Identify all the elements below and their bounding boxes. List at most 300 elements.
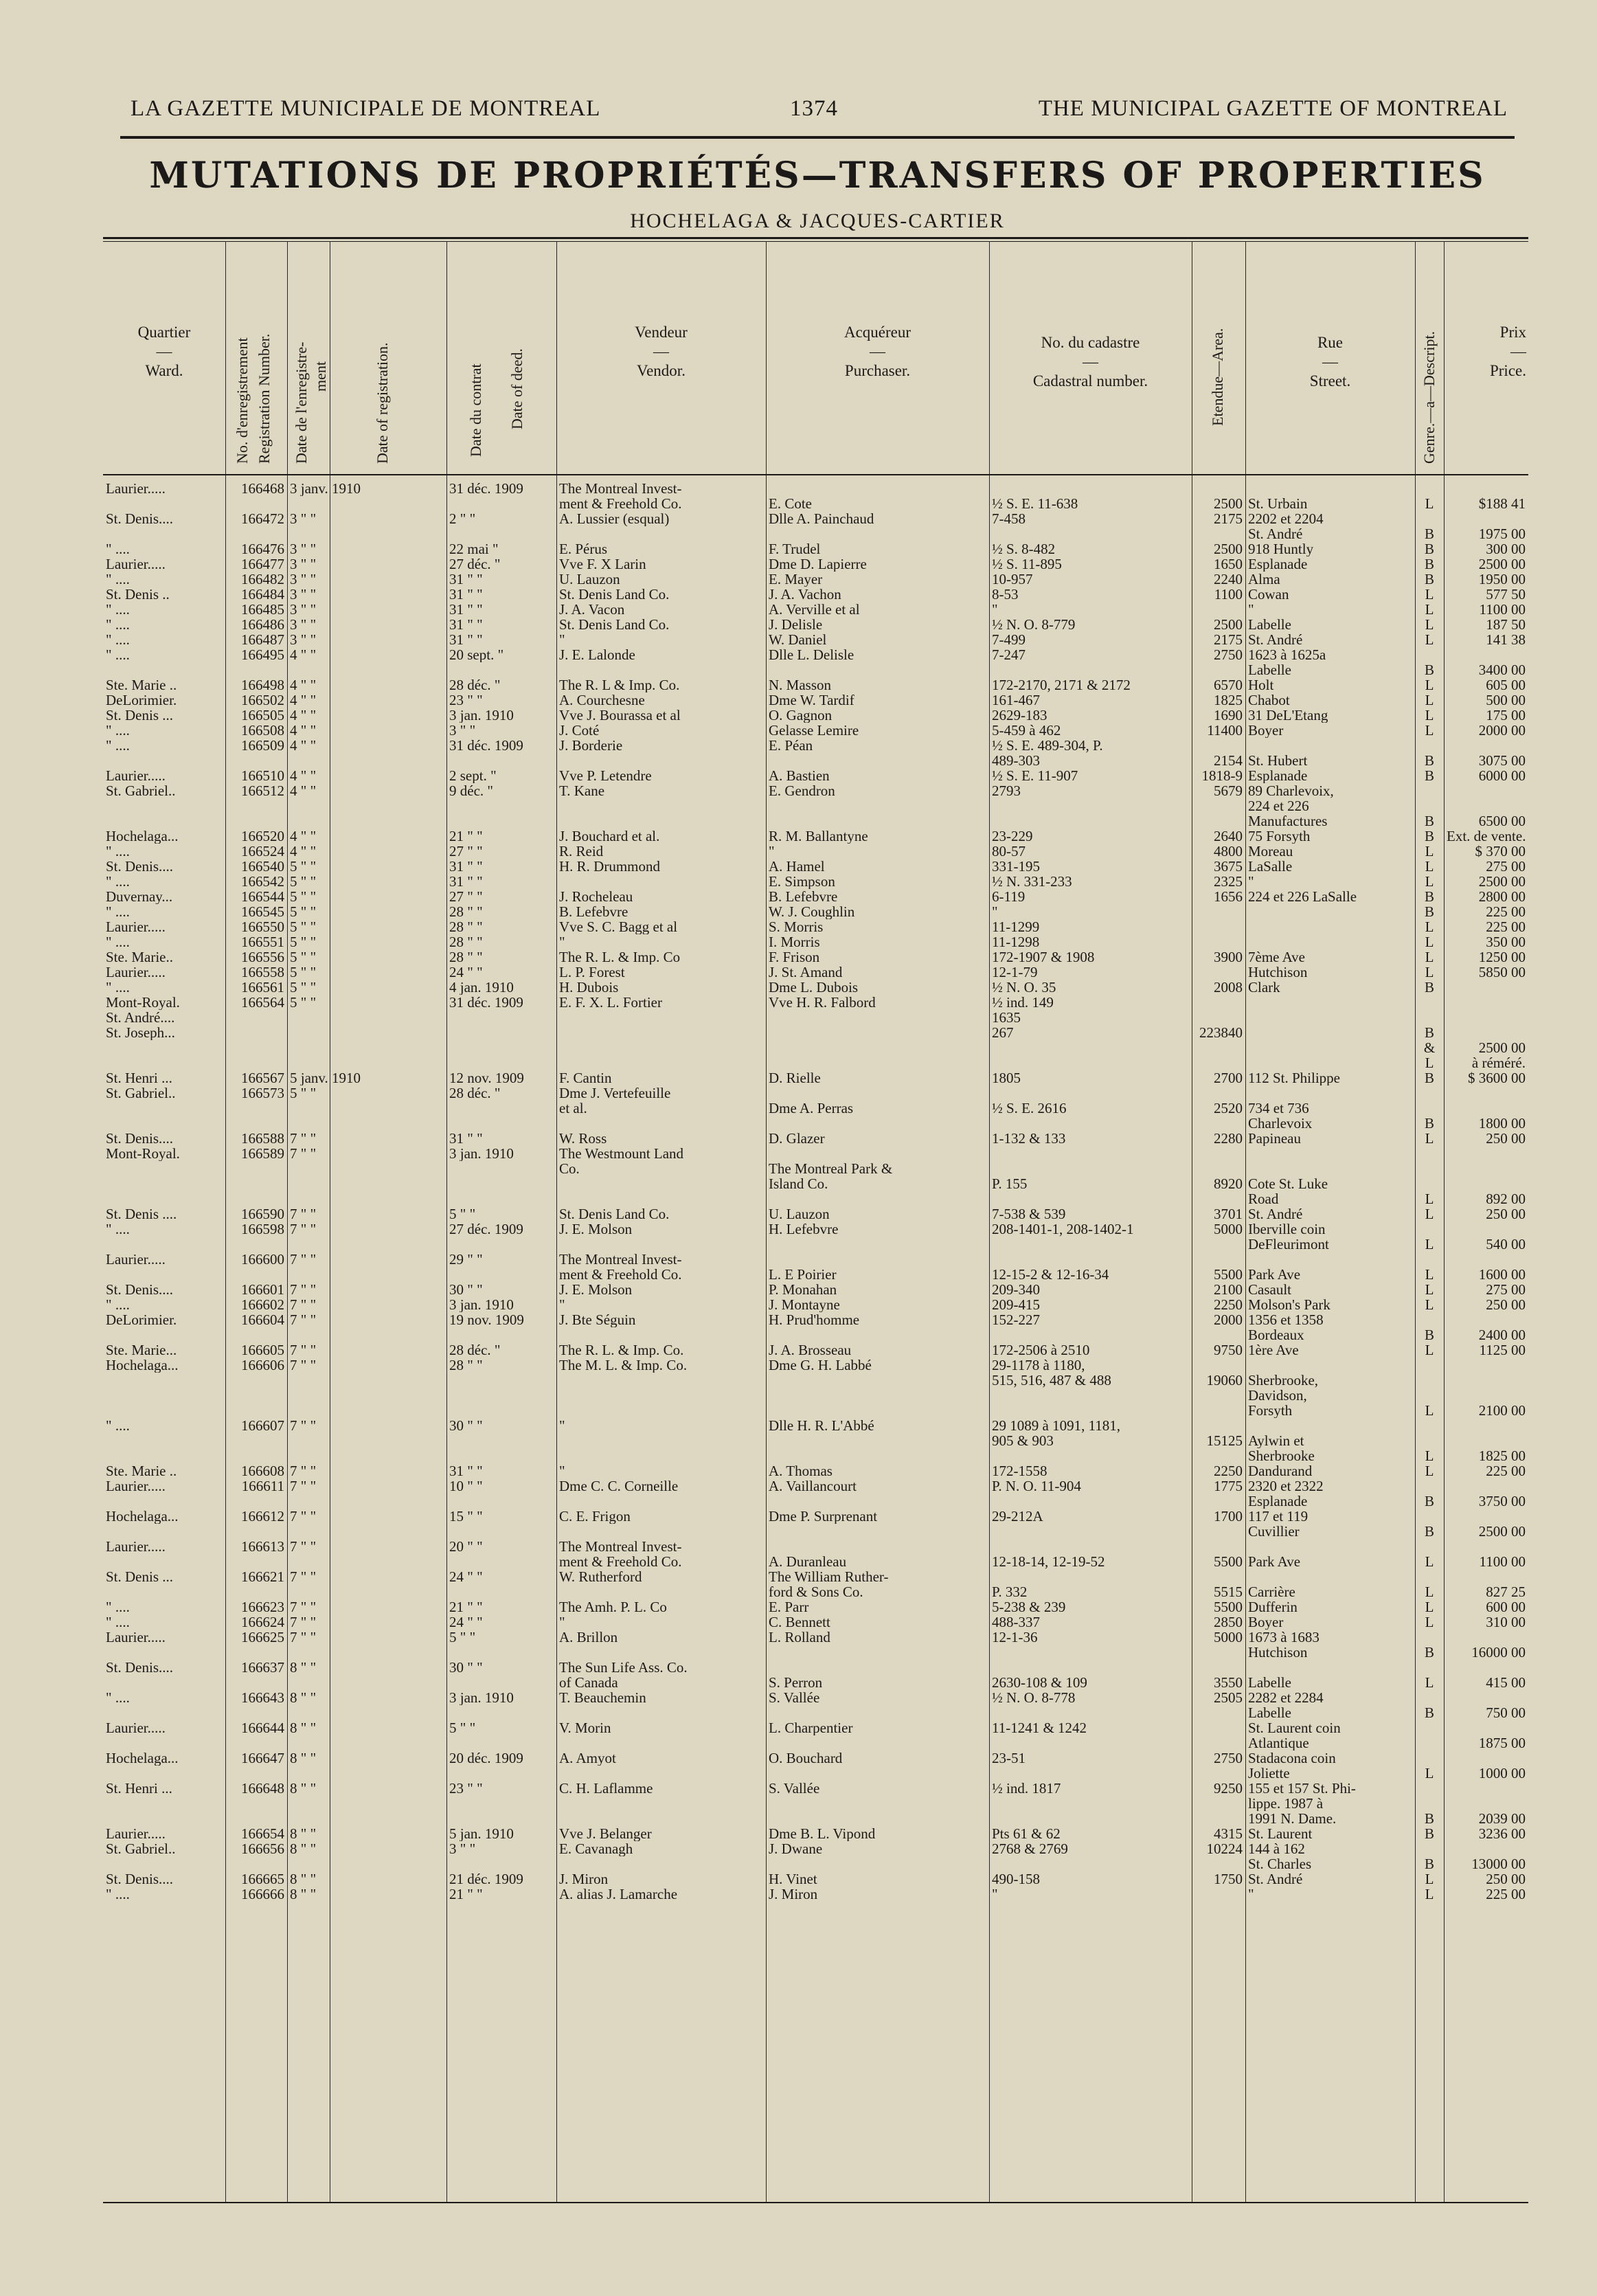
vendor-cell: J. E. Molson [559, 1222, 633, 1237]
registration-date-cell: 4 " " [290, 783, 317, 798]
deed-date-cell [446, 1705, 556, 1720]
vendor-cell: ment & Freehold Co. [559, 496, 682, 511]
purchaser-cell: Gelasse Lemire [769, 723, 859, 738]
deed-date-cell: 28 déc. " [449, 677, 501, 693]
street-cell: St. André [1248, 1206, 1303, 1222]
cadastral-number-cell: 80-57 [992, 844, 1026, 859]
purchaser-cell: E. Mayer [769, 572, 823, 587]
registration-number-cell [225, 1675, 287, 1690]
street-cell: 75 Forsyth [1248, 829, 1311, 844]
table-row [103, 1856, 1528, 1871]
description-cell: B [1424, 1025, 1434, 1040]
registration-date-cell [287, 1388, 446, 1403]
price-cell [1444, 1358, 1528, 1373]
area-cell: 2750 [1214, 647, 1243, 662]
vendor-cell: et al. [559, 1101, 587, 1116]
registration-number-cell: 166612 [241, 1509, 284, 1524]
street-cell: Dufferin [1248, 1599, 1298, 1614]
price-cell [1444, 783, 1528, 798]
street-cell [1245, 1569, 1415, 1584]
ward-cell: DeLorimier. [106, 1312, 177, 1327]
table-row [103, 1524, 1528, 1539]
registration-date-cell [287, 1373, 446, 1388]
ward-cell: Mont-Royal. [106, 995, 180, 1010]
description-cell [1415, 1720, 1444, 1735]
table-row [103, 1735, 1528, 1751]
deed-date-cell [446, 1025, 556, 1040]
ward-cell: " .... [106, 1887, 130, 1902]
street-cell: LaSalle [1248, 859, 1293, 874]
registration-number-cell [225, 1191, 287, 1206]
cadastral-number-cell: 1805 [992, 1070, 1021, 1085]
registration-date-cell [287, 1796, 446, 1811]
deed-date-cell [446, 1161, 556, 1176]
table-row [103, 587, 1528, 602]
deed-date-cell: 31 " " [449, 572, 483, 587]
deed-date-cell: 22 mai " [449, 541, 499, 556]
price-cell [1444, 1796, 1528, 1811]
table-top-rule [103, 237, 1528, 239]
area-cell: 2850 [1214, 1614, 1243, 1630]
registration-number-cell: 166625 [241, 1630, 284, 1645]
registration-date-cell [287, 1191, 446, 1206]
ward-cell: St. Joseph... [106, 1025, 175, 1040]
area-cell [1192, 1524, 1245, 1539]
purchaser-cell: S. Perron [769, 1675, 823, 1690]
table-row [103, 1101, 1528, 1116]
header-rule [120, 136, 1515, 139]
area-cell: 11400 [1207, 723, 1243, 738]
registration-date-cell: 5 " " [290, 904, 317, 919]
street-cell: Carrière [1248, 1584, 1295, 1599]
area-cell: 5000 [1214, 1630, 1243, 1645]
registration-date-cell: 7 " " [290, 1131, 317, 1146]
registration-date-cell: 4 " " [290, 677, 317, 693]
purchaser-cell [766, 1055, 989, 1070]
area-cell: 3701 [1214, 1206, 1243, 1222]
registration-number-cell: 166477 [241, 556, 284, 572]
vendor-cell: J. E. Lalonde [559, 647, 635, 662]
deed-date-cell: 31 " " [449, 602, 483, 617]
description-cell [1415, 1222, 1444, 1237]
ward-cell [103, 1584, 225, 1599]
area-cell: 2505 [1214, 1690, 1243, 1705]
cadastral-number-cell [989, 1161, 1192, 1176]
cadastral-number-cell: 2629-183 [992, 708, 1047, 723]
registration-date-cell: 5 " " [290, 934, 317, 949]
deed-date-cell [446, 1388, 556, 1403]
price-cell: 225 00 [1486, 1887, 1526, 1902]
cadastral-number-cell [989, 1448, 1192, 1463]
registration-number-cell [225, 1554, 287, 1569]
registration-number-cell [225, 1766, 287, 1781]
table-row [103, 1312, 1528, 1327]
registration-number-cell: 166544 [241, 889, 284, 904]
area-cell: 2640 [1214, 829, 1243, 844]
header-cadastre [989, 333, 1192, 391]
header-purchaser-en: Purchaser. [844, 362, 911, 379]
registration-number-cell: 166486 [241, 617, 284, 632]
deed-date-cell: 12 nov. 1909 [449, 1070, 524, 1085]
registration-number-cell [225, 1856, 287, 1871]
area-cell: 2175 [1214, 511, 1243, 526]
description-cell: L [1425, 1131, 1434, 1146]
area-cell: 2500 [1214, 496, 1243, 511]
table-row [103, 1267, 1528, 1282]
cadastral-number-cell: ½ S. E. 11-907 [992, 768, 1078, 783]
area-cell [1192, 1766, 1245, 1781]
ward-cell [103, 1267, 225, 1282]
cadastral-number-cell: 489-303 [992, 753, 1040, 768]
price-cell: 2800 00 [1478, 889, 1526, 904]
price-cell: 1100 00 [1479, 602, 1526, 617]
cadastral-number-cell: 6-119 [992, 889, 1026, 904]
vendor-cell: The R. L. & Imp. Co [559, 949, 681, 965]
area-cell [1192, 1569, 1245, 1584]
registration-number-cell: 166524 [241, 844, 284, 859]
deed-date-cell: 28 déc. " [449, 1342, 501, 1358]
area-cell [1192, 1539, 1245, 1554]
description-cell: L [1425, 1403, 1434, 1418]
registration-number-cell: 166502 [241, 693, 284, 708]
table-row [103, 1509, 1528, 1524]
registration-number-cell: 166509 [241, 738, 284, 753]
table-row [103, 934, 1528, 949]
registration-number-cell [225, 496, 287, 511]
table-row [103, 647, 1528, 662]
description-cell: B [1424, 526, 1434, 541]
registration-number-cell: 166520 [241, 829, 284, 844]
description-cell [1415, 1433, 1444, 1448]
vendor-cell [556, 1811, 766, 1826]
table-row [103, 1025, 1528, 1040]
cadastral-number-cell [989, 662, 1192, 677]
street-cell: St. André [1248, 632, 1303, 647]
cadastral-number-cell: 172-2170, 2171 & 2172 [992, 677, 1131, 693]
cadastral-number-cell: 905 & 903 [992, 1433, 1054, 1448]
table-row [103, 904, 1528, 919]
description-cell [1415, 1841, 1444, 1856]
street-cell: Hutchison [1248, 965, 1308, 980]
cadastral-number-cell: " [992, 1887, 998, 1902]
deed-date-cell [446, 1267, 556, 1282]
street-cell: Sherbrooke [1248, 1448, 1315, 1463]
street-cell: 1623 à 1625a [1248, 647, 1326, 662]
registration-number-cell: 166485 [241, 602, 284, 617]
registration-date-cell: 3 " " [290, 617, 317, 632]
purchaser-cell: J. Delisle [769, 617, 823, 632]
cadastral-number-cell: 23-51 [992, 1751, 1026, 1766]
vendor-cell [556, 1403, 766, 1418]
purchaser-cell [766, 798, 989, 813]
street-cell [1245, 481, 1415, 496]
ward-cell: " .... [106, 844, 130, 859]
registration-date-cell [287, 1040, 446, 1055]
table-row [103, 874, 1528, 889]
deed-date-cell [446, 1856, 556, 1871]
price-cell: 1950 00 [1478, 572, 1526, 587]
deed-date-cell: 3 jan. 1910 [449, 1690, 514, 1705]
area-cell: 2154 [1214, 753, 1243, 768]
table-row [103, 526, 1528, 541]
area-cell [1192, 995, 1245, 1010]
registration-date-cell: 5 janv. 1910 [290, 1070, 361, 1085]
ward-cell: Ste. Marie.. [106, 949, 173, 965]
header-deed-date-en: Date of deed. [508, 348, 525, 429]
street-cell [1245, 1161, 1415, 1176]
registration-date-cell [287, 1116, 446, 1131]
vendor-cell: Vve P. Letendre [559, 768, 652, 783]
cadastral-number-cell [989, 1403, 1192, 1418]
deed-date-cell: 5 jan. 1910 [449, 1826, 514, 1841]
vendor-cell: W. Rutherford [559, 1569, 642, 1584]
registration-date-cell: 3 janv. 1910 [290, 481, 361, 496]
price-cell [1444, 1841, 1528, 1856]
deed-date-cell [446, 813, 556, 829]
ward-cell: St. Denis ... [106, 1569, 174, 1584]
area-cell [1192, 813, 1245, 829]
registration-date-cell: 7 " " [290, 1342, 317, 1358]
purchaser-cell: F. Trudel [769, 541, 821, 556]
registration-date-cell: 3 " " [290, 541, 317, 556]
vendor-cell: The Sun Life Ass. Co. [559, 1660, 688, 1675]
header-street [1245, 333, 1415, 391]
vendor-cell: J. Miron [559, 1871, 609, 1887]
cadastral-number-cell: ½ N. 331-233 [992, 874, 1072, 889]
vendor-cell: The Montreal Invest- [559, 1539, 682, 1554]
street-cell: Esplanade [1248, 556, 1308, 572]
ward-cell: Laurier..... [106, 1630, 166, 1645]
ward-cell: St. Gabriel.. [106, 1841, 176, 1856]
deed-date-cell: 10 " " [449, 1478, 483, 1494]
purchaser-cell: W. Daniel [769, 632, 827, 647]
table-row [103, 1554, 1528, 1569]
description-cell [1415, 1539, 1444, 1554]
registration-number-cell: 166505 [241, 708, 284, 723]
street-cell: Alma [1248, 572, 1280, 587]
deed-date-cell: 28 " " [449, 934, 483, 949]
description-cell: L [1425, 723, 1434, 738]
table-row [103, 1690, 1528, 1705]
table-row [103, 723, 1528, 738]
deed-date-cell: 27 " " [449, 844, 483, 859]
deed-date-cell: 5 " " [449, 1630, 476, 1645]
ward-cell [103, 1645, 225, 1660]
street-cell: 31 DeL'Etang [1248, 708, 1328, 723]
cadastral-number-cell [989, 1856, 1192, 1871]
registration-number-cell: 166647 [241, 1751, 284, 1766]
cadastral-number-cell [989, 1146, 1192, 1161]
table-top-rule-thin [103, 241, 1528, 242]
area-cell [1192, 1856, 1245, 1871]
table-row [103, 1614, 1528, 1630]
vendor-cell: U. Lauzon [559, 572, 620, 587]
deed-date-cell: 28 " " [449, 919, 483, 934]
description-cell [1415, 798, 1444, 813]
street-cell: St. Hubert [1248, 753, 1308, 768]
purchaser-cell [766, 1856, 989, 1871]
table-row [103, 919, 1528, 934]
vendor-cell: R. Reid [559, 844, 604, 859]
vendor-cell: ment & Freehold Co. [559, 1554, 682, 1569]
deed-date-cell: 4 jan. 1910 [449, 980, 514, 995]
ward-cell: " .... [106, 874, 130, 889]
registration-date-cell [287, 1494, 446, 1509]
street-cell: Papineau [1248, 1131, 1301, 1146]
registration-number-cell: 166542 [241, 874, 284, 889]
price-cell [1444, 1312, 1528, 1327]
table-row [103, 1584, 1528, 1599]
registration-date-cell: 3 " " [290, 587, 317, 602]
registration-number-cell [225, 1645, 287, 1660]
description-cell [1415, 1660, 1444, 1675]
deed-date-cell: 27 " " [449, 889, 483, 904]
ward-cell: St. Henri ... [106, 1781, 172, 1796]
ward-cell [103, 1388, 225, 1403]
description-cell [1415, 1252, 1444, 1267]
purchaser-cell: W. J. Coughlin [769, 904, 855, 919]
street-cell: Park Ave [1248, 1554, 1301, 1569]
deed-date-cell: 9 déc. " [449, 783, 493, 798]
ward-cell: St. Gabriel.. [106, 783, 176, 798]
description-cell: B [1424, 1494, 1434, 1509]
purchaser-cell [766, 1327, 989, 1342]
registration-number-cell [225, 1388, 287, 1403]
header-reg-no-fr: No. d'enregistrement [234, 337, 251, 464]
vendor-cell: A. Courchesne [559, 693, 645, 708]
description-cell: L [1425, 1448, 1434, 1463]
area-cell [1192, 1645, 1245, 1660]
header-reg-date-en: Date of registration. [374, 342, 391, 464]
description-cell: L [1425, 1342, 1434, 1358]
deed-date-cell [446, 1811, 556, 1826]
description-cell: B [1424, 753, 1434, 768]
registration-number-cell: 166605 [241, 1342, 284, 1358]
vendor-cell: " [559, 632, 565, 647]
registration-date-cell: 3 " " [290, 556, 317, 572]
registration-date-cell [287, 753, 446, 768]
ward-cell [103, 1448, 225, 1463]
vendor-cell [556, 1705, 766, 1720]
ward-cell: St. Gabriel.. [106, 1085, 176, 1101]
purchaser-cell: J. St. Amand [769, 965, 843, 980]
registration-date-cell [287, 1237, 446, 1252]
deed-date-cell [446, 1327, 556, 1342]
cadastral-number-cell [989, 1494, 1192, 1509]
purchaser-cell: J. Montayne [769, 1297, 840, 1312]
area-cell [1192, 481, 1245, 496]
purchaser-cell [766, 1660, 989, 1675]
price-cell: 1250 00 [1478, 949, 1526, 965]
table-row [103, 889, 1528, 904]
purchaser-cell [766, 1010, 989, 1025]
description-cell [1415, 1630, 1444, 1645]
price-cell [1444, 1025, 1528, 1040]
purchaser-cell: Island Co. [769, 1176, 828, 1191]
price-cell [1444, 1751, 1528, 1766]
ward-cell [103, 1856, 225, 1871]
street-cell: Park Ave [1248, 1267, 1301, 1282]
registration-date-cell: 5 " " [290, 874, 317, 889]
table-row [103, 481, 1528, 496]
deed-date-cell: 21 " " [449, 1887, 483, 1902]
street-cell: 1ère Ave [1248, 1342, 1299, 1358]
registration-number-cell [225, 1448, 287, 1463]
deed-date-cell [446, 1176, 556, 1191]
purchaser-cell: Dme P. Surprenant [769, 1509, 878, 1524]
price-cell: 250 00 [1486, 1206, 1526, 1222]
area-cell [1192, 1418, 1245, 1433]
registration-number-cell [225, 1176, 287, 1191]
price-cell [1444, 1388, 1528, 1403]
area-cell: 3900 [1214, 949, 1243, 965]
vendor-cell [556, 1796, 766, 1811]
vendor-cell [556, 1433, 766, 1448]
ward-cell: " .... [106, 617, 130, 632]
table-row [103, 980, 1528, 995]
registration-date-cell: 7 " " [290, 1614, 317, 1630]
street-cell: 2282 et 2284 [1248, 1690, 1324, 1705]
purchaser-cell: I. Morris [769, 934, 820, 949]
registration-number-cell: 166590 [241, 1206, 284, 1222]
cadastral-number-cell: 7-499 [992, 632, 1026, 647]
vendor-cell: L. P. Forest [559, 965, 625, 980]
registration-number-cell: 166561 [241, 980, 284, 995]
cadastral-number-cell [989, 1766, 1192, 1781]
street-cell: Labelle [1248, 662, 1291, 677]
deed-date-cell [446, 1433, 556, 1448]
ward-cell [103, 1040, 225, 1055]
description-cell: L [1425, 1237, 1434, 1252]
header-ward-en: Ward. [145, 362, 183, 379]
purchaser-cell: A. Thomas [769, 1463, 833, 1478]
purchaser-cell: N. Masson [769, 677, 832, 693]
description-cell: B [1424, 1826, 1434, 1841]
street-cell: Casault [1248, 1282, 1291, 1297]
registration-number-cell: 166606 [241, 1358, 284, 1373]
registration-date-cell [287, 1267, 446, 1282]
ward-cell: Laurier..... [106, 481, 166, 496]
cadastral-number-cell: 152-227 [992, 1312, 1040, 1327]
area-cell [1192, 1358, 1245, 1373]
table-row [103, 1342, 1528, 1358]
description-cell: B [1424, 1856, 1434, 1871]
purchaser-cell: J. A. Brosseau [769, 1342, 852, 1358]
ward-cell [103, 1705, 225, 1720]
cadastral-number-cell [989, 1645, 1192, 1660]
deed-date-cell [446, 496, 556, 511]
street-cell: St. Charles [1248, 1856, 1312, 1871]
purchaser-cell: ford & Sons Co. [769, 1584, 863, 1599]
area-cell: 2325 [1214, 874, 1243, 889]
deed-date-cell: 3 jan. 1910 [449, 1297, 514, 1312]
street-cell: 117 et 119 [1248, 1509, 1309, 1524]
purchaser-cell: E. Péan [769, 738, 813, 753]
street-cell [1245, 904, 1415, 919]
registration-date-cell [287, 1584, 446, 1599]
ward-cell: Hochelaga... [106, 1358, 179, 1373]
table-row [103, 1297, 1528, 1312]
table-row [103, 511, 1528, 526]
table-row [103, 859, 1528, 874]
registration-date-cell: 7 " " [290, 1252, 317, 1267]
registration-number-cell [225, 1055, 287, 1070]
cadastral-number-cell: ½ S. 8-482 [992, 541, 1056, 556]
registration-date-cell [287, 813, 446, 829]
registration-number-cell [225, 1705, 287, 1720]
table-row [103, 693, 1528, 708]
purchaser-cell: L. E Poirier [769, 1267, 837, 1282]
